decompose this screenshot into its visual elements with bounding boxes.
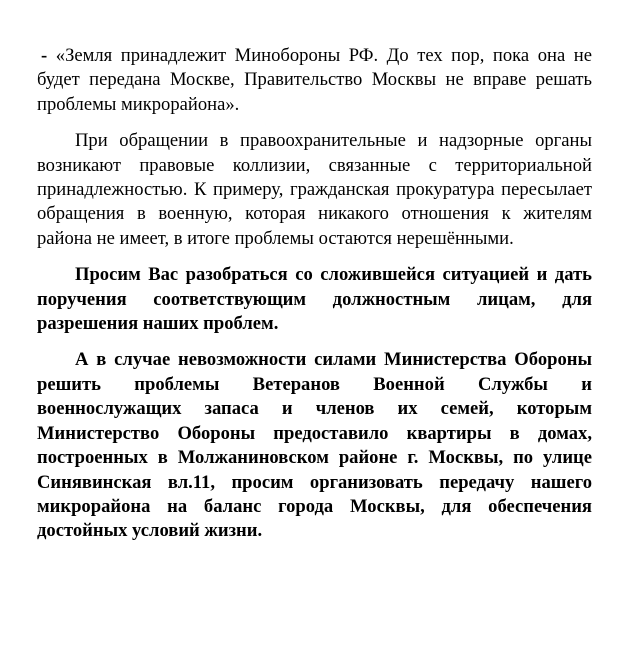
quote-text: «Земля принадлежит Минобороны РФ. До тех пор, пока она не будет передана Москве, Правительство Москвы не вправе решать проблемы микрорайона».	[37, 45, 592, 115]
document-page	[37, 44, 592, 544]
quote-paragraph	[37, 44, 592, 117]
legal-collisions-paragraph: При обращении в правоохранительные и надзорные органы возникают правовые коллизии, связанные с территориальной принадлежностью. К примеру, гражданская прокуратура пересылает обращения в военную, которая никакого отношения к жителям района не имеет, в итоге проблемы остаются нерешёнными.	[37, 130, 592, 249]
dash-marker: -	[41, 45, 48, 66]
request-paragraph: Просим Вас разобраться со сложившейся ситуацией и дать поручения соответствующим должностным лицам, для разрешения наших проблем.	[37, 264, 592, 335]
transfer-request-paragraph: А в случае невозможности силами Министерства Обороны решить проблемы Ветеранов Военной Службы и военнослужащих запаса и членов их семей, которым Министерство Обороны предоставило квартиры в домах, построенных в Молжаниновском районе г. Москвы, по улице Синявинская вл.11, просим организовать передачу нашего микрорайона на баланс города Москвы, для обеспечения достойных условий жизни.	[37, 349, 592, 542]
